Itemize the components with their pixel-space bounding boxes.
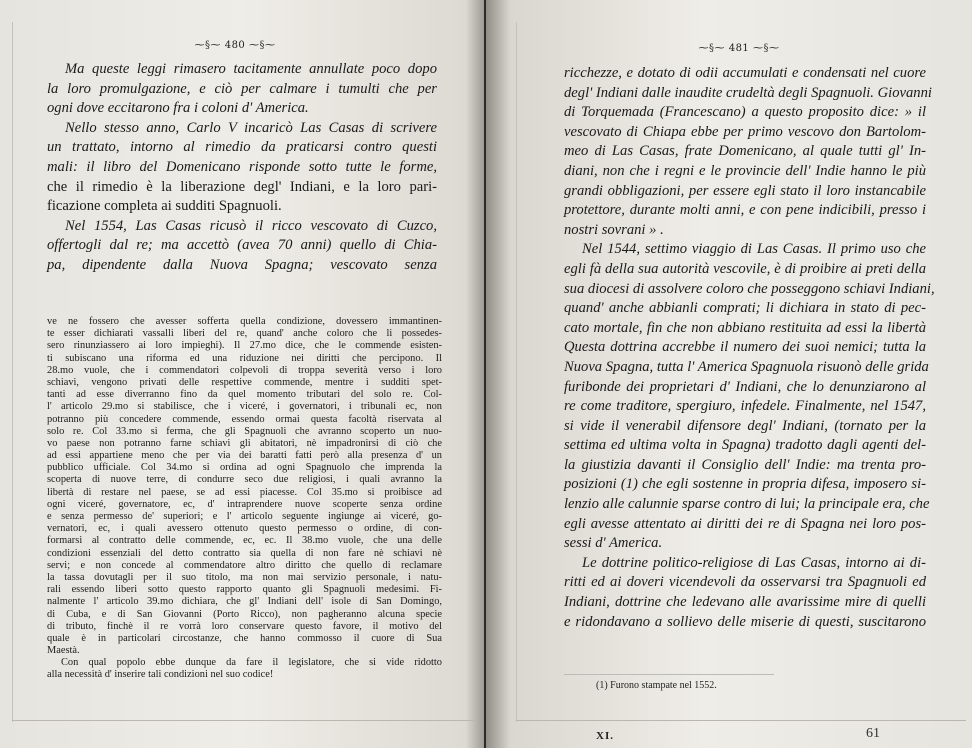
right-main-text-line: cato mortale, fin che non abbiano restituita ad essi la libertà [564,319,926,336]
right-main-text-line: furibonde dei proprietari d' Indiani, che lo denunziarono al [564,378,926,395]
left-note-line: ad essi appartiene meno che per via dei baratti fatti però alla presenza d' un [47,450,442,462]
right-main-text-line: la giustizia davanti il Consiglio dell' Indie: ma trenta pro- [564,456,926,473]
left-main-text-line: la loro promulgazione, e ciò per calmare i tumulti che per [47,80,437,97]
left-note-line: formarsi al contratto delle commende, ec, ec. Il 38.mo vuole, che una delle [47,535,442,547]
right-main-text-line: lenzio alle calunnie sparse contro di lui; la principale era, che [564,496,930,513]
left-note-line: di tributo, finchè il re vorrà loro conservare questo favore, il motivo del [47,620,442,632]
right-page [486,0,972,748]
left-main-text-line: un trattato, intorno al rimedio da praticarsi contro questi [47,139,437,156]
right-main-text-line: meo di Las Casas, frate Domenicano, al quale tutti gl' In- [564,143,926,160]
left-note-line: condizioni essenziali del detto contratto sia quella di non fare nè schiavi nè [47,547,442,559]
left-note-line: sero rinunziassero ai loro impieghi). Il 27.mo dice, che le commende esisten- [47,340,442,352]
right-main-text-line: Nuova Spagna, tutta l' America Spagnuola risuonò delle grida [564,358,929,375]
right-main-text-line: di Torquemada (Francescano) a questo proposito dice: » il [564,104,926,121]
left-note-line: vernatori, ec, i quali avessero ottenuto questo permesso o ordine, di con- [47,523,442,535]
right-main-text-line: quand' anche abbianli comprati; li dichiara in stato di pec- [564,300,926,317]
left-note-line: rali essendo liberi sotto questo rapporto quanto gli Spagnuoli medesimi. Fi- [47,584,442,596]
left-notes [47,316,442,682]
left-note-line: solo re. Col 33.mo si ferma, che gli Spagnuoli che avranno scoperto un nuo- [47,425,442,437]
right-bottom-rule [516,720,966,721]
right-ornament-icon: ⁓§⁓ [698,43,729,54]
left-note-line: tanti ad esse diverranno fino da quel momento tributari del solo re. Col- [47,389,442,401]
left-main-text-line: ficazione completa ai sudditi Spagnuoli. [47,198,282,215]
left-note-line: Con qual popolo ebbe dunque da fare il legislatore, che si vide ridotto [61,657,442,669]
left-bottom-rule [12,720,477,721]
right-main-text-line: grandi obbligazioni, per essere egli stato il loro instancabile [564,182,926,199]
right-main-text-line: Indiani, dottrine che ledevano alle avarissime mire di quelli [564,594,926,611]
right-main-text-line: egli avesse attentato ai diritti dei re di Spagna nei loro pos- [564,515,926,532]
left-note-line: alla necessità d' inserire tali condizioni nel suo codice! [47,669,274,681]
left-note-line: nalmente l' articolo 39.mo dichiara, che gl' Indiani dell' isole di San Domingo, [47,596,442,608]
left-main-text-line: pa, dipendente dalla Nuova Spagna; vescovato senza [47,256,437,273]
left-note-line: quale è in particolari circostanze, che hanno commosso il cuore di Sua [47,632,442,644]
right-main-text-line: Nel 1544, settimo viaggio di Las Casas. Il primo uso che [582,241,926,258]
right-main-text-line: degl' Indiani dalle inaudite crudeltà degli Spagnuoli. Giovanni [564,84,932,101]
left-main-text-line: Ma queste leggi rimasero tacitamente annullate poco dopo [65,61,437,77]
right-margin-rule [516,22,517,722]
right-main-text-line: ricchezze, e dotato di odii accumulati e condensati nel cuore [564,65,926,81]
signature-mark: XI. [596,730,614,742]
right-main-text-line: Le dottrine politico-religiose di Las Casas, intorno ai di- [582,554,926,571]
left-main-text [47,60,437,276]
left-main-text-line: ogni dove eccitarono fra i coloni d' America. [47,100,309,117]
right-running-head: ⁓§⁓ 481 ⁓§⁓ [698,43,780,54]
left-page [0,0,485,748]
left-note-line: ti subiscano una riforma ed una riduzione nei diritti che percipono. Il [47,352,442,364]
left-note-line: potranno più concedere commende, essendo ormai questa facoltà riservata al [47,413,442,425]
right-main-text-line: settima ed ultima volta in Spagna) tradotto dagli agenti del- [564,437,926,454]
left-margin-rule [12,22,13,722]
left-ornament-icon: ⁓§⁓ [194,40,225,51]
left-note-line: 28.mo vuole, che i commendatori colpevoli di troppa severità verso i loro [47,364,442,376]
right-main-text-line: ritti ed ai doveri vicendevoli da osservarsi tra Spagnuoli ed [564,574,926,591]
left-note-line: l' articolo 29.mo si stabilisce, che i viceré, i governatori, i tribunali ec, non [47,401,442,413]
right-main-text-line: e ridondavano a sollievo delle miserie di questi, suscitarono [564,613,926,630]
right-main-text-line: sessi d' America. [564,535,663,552]
left-note-line: servi; e non concede al commendatore altro diritto che quello di reclamare [47,559,442,571]
left-note-line: scoperta di nuove terre, di condurre seco due religiosi, i quali avranno la [47,474,442,486]
right-main-text-line: posizioni (1) che egli sostenne in propria difesa, imposero si- [564,476,926,493]
left-note-line: libertà di restare nel paese, se ad essi piacesse. Col 35.mo si proibisce ad [47,486,442,498]
left-page-number: 480 [224,40,246,51]
left-note-line: Maestà. [47,645,80,657]
left-note-line: ve ne fossero che avesser sofferta quella condizione, dovessero immantinen- [47,316,442,327]
left-note-line: ogni viceré, governatore, ec, d' intraprendere nuove scoperte senza ordine [47,498,442,510]
footnote: (1) Furono stampate nel 1552. [596,680,717,691]
left-note-line: te esser dichiarati vassalli liberi del re, quand' anche coloro che li possedes- [47,328,442,340]
left-note-line: pubblico ufficiale. Col 34.mo si ordina ad ogni Spagnuolo che imprenda la [47,462,442,474]
right-main-text [564,64,935,632]
left-note-line: e senza permesso de' superiori; e l' articolo seguente ingiunge ai viceré, go- [47,511,442,522]
right-main-text-line: protettore, durante molti anni, e con pene indicibili, presso i [564,202,926,219]
left-main-text-line: che il rimedio è la liberazione degl' Indiani, e la loro pari- [47,178,437,195]
right-main-text-line: si vide il venerabil difensore degl' Indiani, (tornato per la [564,417,926,434]
left-note-line: di Cuba, e di San Giovanni (Porto Ricco), non pagheranno alcuna specie [47,608,442,620]
left-note-line: vo paese non potranno farne schiavi gli abitatori, nè impadronirsi di ciò che [47,437,442,449]
right-main-text-line: Questa dottrina accrebbe il numero dei suoi nemici; tutta la [564,339,926,356]
left-main-text-line: Nel 1554, Las Casas ricusò il ricco vescovato di Cuzco, [65,217,437,234]
left-main-text-line: Nello stesso anno, Carlo V incaricò Las Casas di scrivere [65,119,437,136]
left-main-text-line: offertogli dal re; ma accettò (avea 70 anni) quello di Chia- [47,237,437,254]
footnote-separator [564,674,774,675]
right-main-text-line: vescovato di Chiapa ebbe per primo vescovo don Bartolom- [564,123,926,140]
left-running-head: ⁓§⁓ 480 ⁓§⁓ [194,40,276,51]
folio-number: 61 [866,726,880,741]
right-main-text-line: egli fà della sua autorità vescovile, è di proibire ai preti della [564,260,926,277]
right-main-text-line: nostri sovrani » . [564,221,664,238]
right-page-number: 481 [728,43,750,54]
right-main-text-line: sua diocesi di assolvere coloro che posseggono schiavi Indiani, [564,280,935,297]
left-note-line: la tassa dovutagli per il suo titolo, ma non mai servizio personale, i natu- [47,571,442,583]
left-note-line: schiavi, vengono privati delle respettive commende, mentre i sudditi spet- [47,376,442,388]
right-main-text-line: re come traditore, spergiuro, infedele. Finalmente, nel 1547, [564,398,926,415]
right-main-text-line: diani, non che i regni e le provincie dell' Indie hanno le più [564,162,926,179]
left-main-text-line: mali: il libro del Domenicano risponde sotto tutte le forme, [47,158,437,175]
